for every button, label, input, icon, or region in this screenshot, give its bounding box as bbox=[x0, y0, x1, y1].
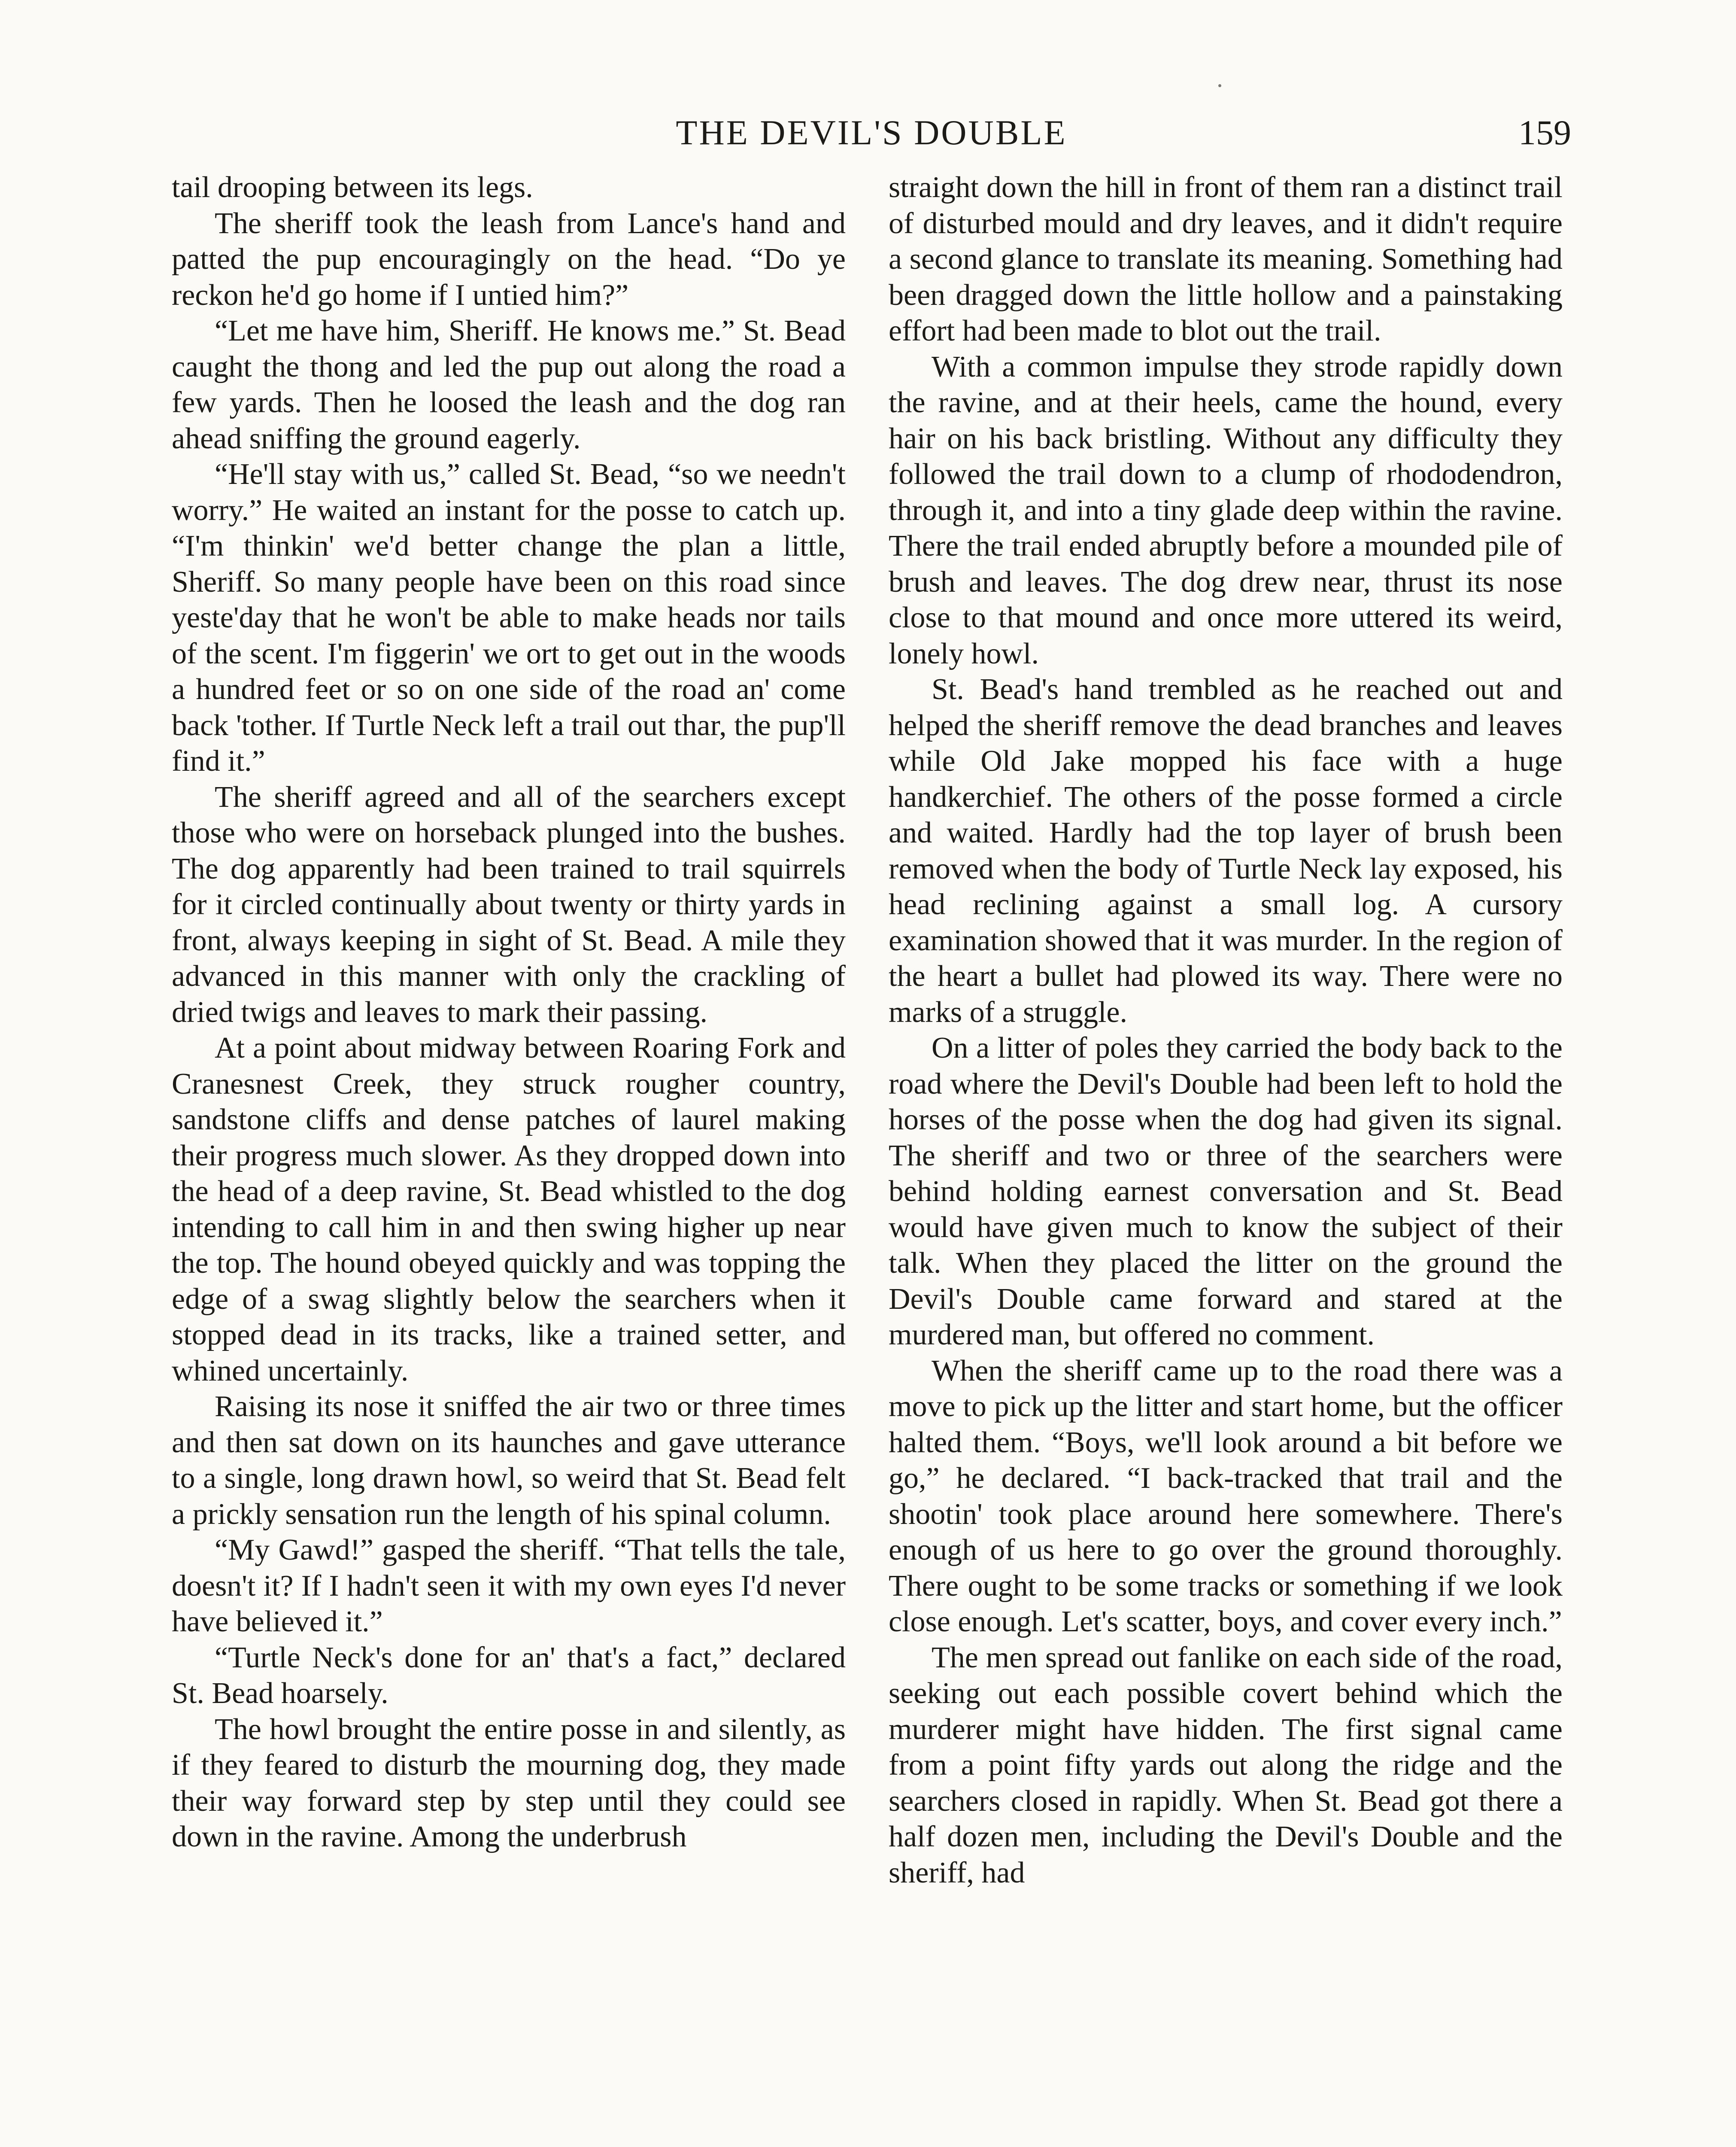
paragraph: The howl brought the entire posse in and silently, as if they feared to disturb the mourning dog, they made their way forward step by step until they could see down in the ravine. Among the underbrush bbox=[172, 1712, 846, 1853]
paragraph: On a litter of poles they carried the body back to the road where the Devil's Double had been left to hold the horses of the posse when the dog had given its signal. The sheriff and two or three of the searchers were behind holding earnest conversation and St. Bead would have given much to know the subject of their talk. When they placed the litter on the ground the Devil's Double came forward and stared at the murdered man, but offered no comment. bbox=[889, 1031, 1563, 1351]
running-title: THE DEVIL'S DOUBLE bbox=[676, 113, 1067, 152]
paragraph: St. Bead's hand trembled as he reached out and helped the sheriff remove the dead branches and leaves while Old Jake mopped his face with a huge handkerchief. The others of the posse formed a circle and waited. Hardly had the top layer of brush been removed when the body of Turtle Neck lay exposed, his head reclining against a small log. A cursory examination showed that it was murder. In the region of the heart a bullet had plowed its way. There were no marks of a struggle. bbox=[889, 673, 1563, 1029]
paragraph: “Let me have him, Sheriff. He knows me.” St. Bead caught the thong and led the pup out along the road a few yards. Then he loosed the leash and the dog ran ahead sniffing the ground eagerly. bbox=[172, 314, 846, 455]
paragraph: The men spread out fanlike on each side of the road, seeking out each possible covert behind which the murderer might have hidden. The first signal came from a point fifty yards out along the ridge and the searchers closed in rapidly. When St. Bead got there a half dozen men, including the Devil's Double and the sheriff, had bbox=[889, 1641, 1563, 1889]
left-column bbox=[172, 170, 846, 1855]
paragraph: “He'll stay with us,” called St. Bead, “so we needn't worry.” He waited an instant for the posse to catch up. “I'm thinkin' we'd better change the plan a little, Sheriff. So many people have been on this road since yeste'day that he won't be able to make heads nor tails of the scent. I'm figgerin' we ort to get out in the woods a hundred feet or so on one side of the road an' come back 'tother. If Turtle Neck left a trail out thar, the pup'll find it.” bbox=[172, 458, 846, 778]
paragraph: Raising its nose it sniffed the air two or three times and then sat down on its haunches and gave utterance to a single, long drawn howl, so weird that St. Bead felt a prickly sensation run the length of his spinal column. bbox=[172, 1390, 846, 1531]
paragraph: With a common impulse they strode rapidly down the ravine, and at their heels, came the hound, every hair on his back bristling. Without any difficulty they followed the trail down to a clump of rhododendron, through it, and into a tiny glade deep within the ravine. There the trail ended abruptly before a mounded pile of brush and leaves. The dog drew near, thrust its nose close to that mound and once more uttered its weird, lonely howl. bbox=[889, 350, 1563, 670]
paragraph: “Turtle Neck's done for an' that's a fact,” declared St. Bead hoarsely. bbox=[172, 1641, 846, 1710]
paragraph: The sheriff agreed and all of the searchers except those who were on horseback plunged into the bushes. The dog apparently had been trained to trail squirrels for it circled continually about twenty or thirty yards in front, always keeping in sight of St. Bead. A mile they advanced in this manner with only the crackling of dried twigs and leaves to mark their passing. bbox=[172, 780, 846, 1029]
paragraph: The sheriff took the leash from Lance's hand and patted the pup encouragingly on the head. “Do ye reckon he'd go home if I untied him?” bbox=[172, 207, 846, 312]
page-header bbox=[172, 113, 1571, 155]
paragraph: “My Gawd!” gasped the sheriff. “That tells the tale, doesn't it? If I hadn't seen it with my own eyes I'd never have believed it.” bbox=[172, 1533, 846, 1638]
paragraph: tail drooping between its legs. bbox=[172, 171, 533, 204]
paragraph: At a point about midway between Roaring Fork and Cranesnest Creek, they struck rougher country, sandstone cliffs and dense patches of laurel making their progress much slower. As they dropped down into the head of a deep ravine, St. Bead whistled to the dog intending to call him in and then swing higher up near the top. The hound obeyed quickly and was topping the edge of a swag slightly below the searchers when it stopped dead in its tracks, like a trained setter, and whined uncertainly. bbox=[172, 1031, 846, 1387]
paragraph: When the sheriff came up to the road there was a move to pick up the litter and start home, but the officer halted them. “Boys, we'll look around a bit before we go,” he declared. “I back-tracked that trail and the shootin' took place around here somewhere. There's enough of us here to go over the ground thoroughly. There ought to be some tracks or something if we look close enough. Let's scatter, boys, and cover every inch.” bbox=[889, 1354, 1563, 1638]
page-number: 159 bbox=[1518, 113, 1571, 152]
paragraph: straight down the hill in front of them ran a distinct trail of disturbed mould and dry leaves, and it didn't require a second glance to translate its meaning. Something had been dragged down the little hollow and a painstaking effort had been made to blot out the trail. bbox=[889, 171, 1563, 347]
print-speck bbox=[1218, 84, 1221, 87]
right-column bbox=[889, 170, 1563, 1891]
